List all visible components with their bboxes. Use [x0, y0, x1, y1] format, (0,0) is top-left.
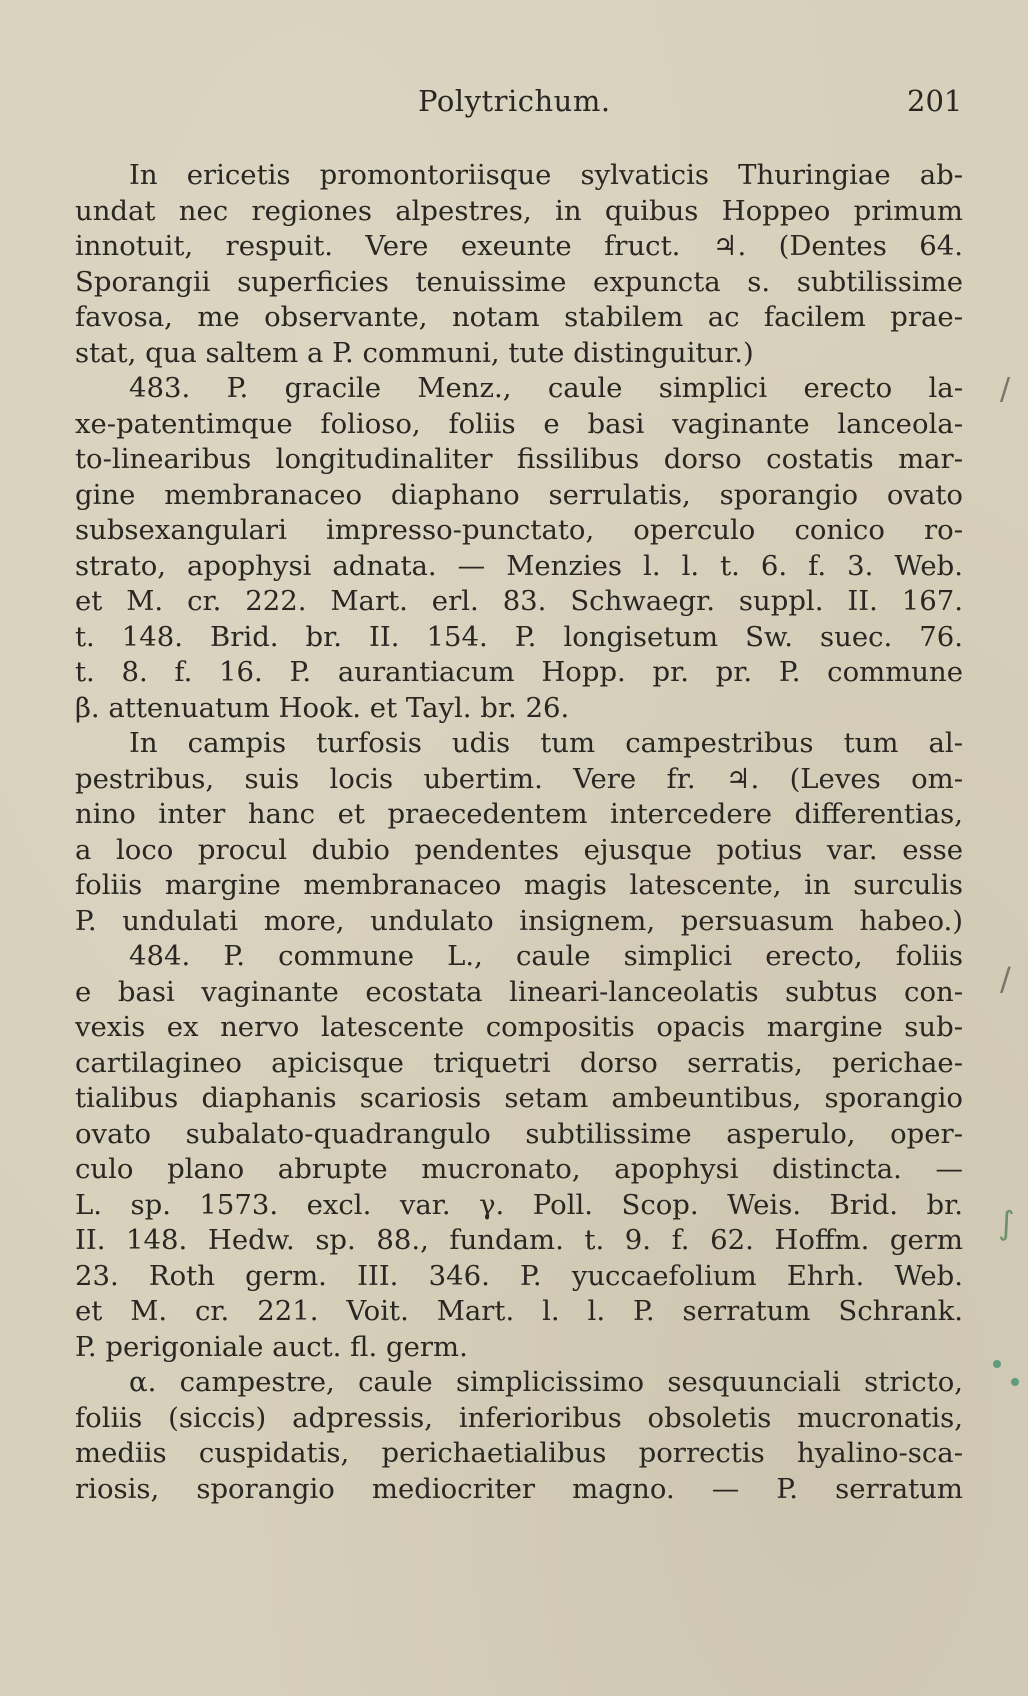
species-483-heading: 483. P. gracile Menz., caule simplici erecto la- [129, 372, 963, 404]
page-header [0, 84, 1028, 124]
text-line: et M. cr. 221. Voit. Mart. l. l. P. serratum Schrank. [75, 1295, 963, 1327]
pencil-mark-icon: / [1000, 372, 1011, 407]
text-line: tialibus diaphanis scariosis setam ambeuntibus, sporangio [75, 1082, 963, 1114]
text-line: culo plano abrupte mucronato, apophysi distincta. — [75, 1153, 963, 1185]
text-line: foliis margine membranaceo magis latescente, in surculis [75, 869, 963, 901]
text-line: a loco procul dubio pendentes ejusque potius var. esse [75, 833, 963, 866]
text-line: mediis cuspidatis, perichaetialibus porrectis hyalino-sca- [75, 1437, 963, 1469]
text-line: In ericetis promontoriisque sylvaticis Thuringiae ab- [129, 159, 963, 191]
text-line: subsexangulari impresso-punctato, operculo conico ro- [75, 514, 963, 546]
text-line: to-linearibus longitudinaliter fissilibus dorso costatis mar- [75, 443, 963, 475]
text-line: innotuit, respuit. Vere exeunte fruct. ♃. (Dentes 64. [75, 230, 963, 262]
text-line: L. sp. 1573. excl. var. γ. Poll. Scop. Weis. Brid. br. [75, 1188, 963, 1221]
text-line: foliis (siccis) adpressis, inferioribus obsoletis mucronatis, [75, 1401, 963, 1434]
text-line: undat nec regiones alpestres, in quibus Hoppeo primum [75, 194, 963, 227]
text-line: t. 8. f. 16. P. aurantiacum Hopp. pr. pr. P. commune [75, 656, 963, 688]
text-line: ovato subalato-quadrangulo subtilissime asperulo, oper- [75, 1117, 963, 1150]
pencil-mark-icon: ∫ [998, 1204, 1015, 1242]
species-484-heading: 484. P. commune L., caule simplici erecto, foliis [129, 940, 963, 972]
text-line: cartilagineo apicisque triquetri dorso serratis, perichae- [75, 1046, 963, 1079]
variety-alpha-heading: α. campestre, caule simplicissimo sesquunciali stricto, [129, 1366, 963, 1398]
text-line: In campis turfosis udis tum campestribus tum al- [129, 727, 963, 759]
text-line: riosis, sporangio mediocriter magno. — P. serratum [75, 1472, 963, 1505]
text-line: xe-patentimque folioso, foliis e basi vaginante lanceola- [75, 407, 963, 440]
text-line: II. 148. Hedw. sp. 88., fundam. t. 9. f. 62. Hoffm. germ [75, 1224, 963, 1256]
text-line: 23. Roth germ. III. 346. P. yuccaefolium Ehrh. Web. [75, 1259, 963, 1292]
pencil-mark-icon: ∕ [1000, 960, 1011, 998]
text-line: pestribus, suis locis ubertim. Vere fr. ♃. (Leves om- [75, 762, 963, 795]
page-number: 201 [907, 84, 963, 118]
text-line: P. undulati more, undulato insignem, persuasum habeo.) [75, 904, 963, 937]
text-line: t. 148. Brid. br. II. 154. P. longisetum Sw. suec. 76. [75, 620, 963, 653]
ink-spot-icon [1011, 1378, 1019, 1386]
body-text [75, 158, 963, 1507]
text-line: strato, apophysi adnata. — Menzies l. l. t. 6. f. 3. Web. [75, 549, 963, 582]
text-line: Sporangii superficies tenuissime expuncta s. subtilissime [75, 265, 963, 298]
text-line: e basi vaginante ecostata lineari-lanceolatis subtus con- [75, 975, 963, 1008]
text-line: gine membranaceo diaphano serrulatis, sporangio ovato [75, 478, 963, 511]
text-line: stat, qua saltem a P. communi, tute distinguitur.) [75, 336, 754, 369]
text-line: nino inter hanc et praecedentem intercedere differentias, [75, 798, 963, 830]
text-line: favosa, me observante, notam stabilem ac facilem prae- [75, 301, 963, 333]
text-line: β. attenuatum Hook. et Tayl. br. 26. [75, 691, 570, 724]
text-line: et M. cr. 222. Mart. erl. 83. Schwaegr. suppl. II. 167. [75, 585, 963, 617]
text-line: P. perigoniale auct. fl. germ. [75, 1330, 468, 1363]
ink-spot-icon [993, 1360, 1001, 1368]
running-title: Polytrichum. [418, 84, 611, 118]
text-line: vexis ex nervo latescente compositis opacis margine sub- [75, 1011, 963, 1043]
